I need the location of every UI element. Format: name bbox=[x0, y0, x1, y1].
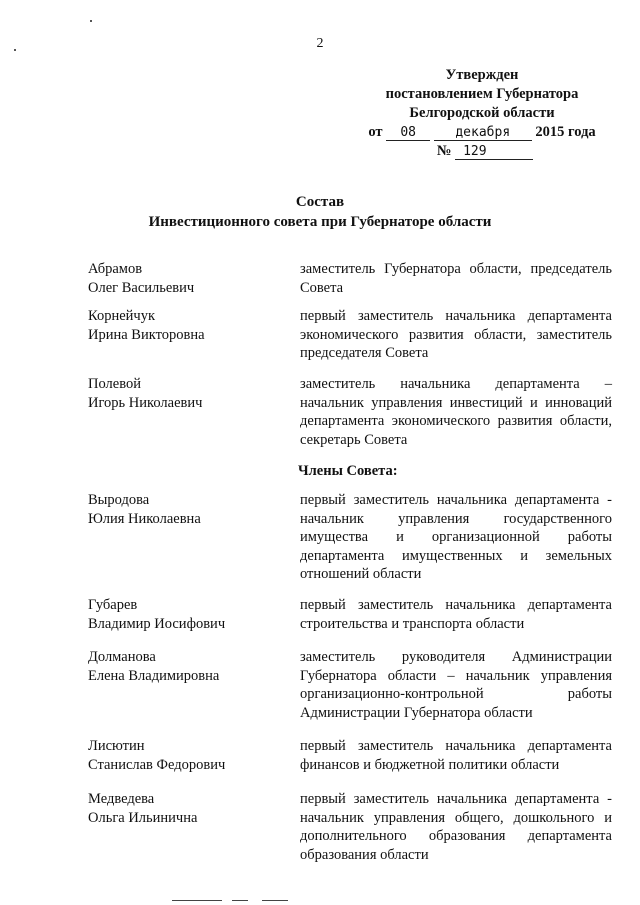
member-surname: Абрамов bbox=[88, 261, 143, 277]
title-line-1: Состав bbox=[295, 194, 345, 210]
member-role: заместитель руководителя Администрации Губернатора области – начальник управления организационно-контрольной работы Администрации Губернатора области bbox=[300, 649, 612, 721]
approval-date-line bbox=[352, 123, 612, 142]
date-prefix: от bbox=[368, 124, 383, 140]
member-role: первый заместитель начальника департамента экономического развития области, заместитель председателя Совета bbox=[300, 308, 612, 361]
member-surname: Лисютин bbox=[88, 738, 145, 754]
member-role: первый заместитель начальника департамента финансов и бюджетной политики области bbox=[300, 738, 612, 773]
title-line-2: Инвестиционного совета при Губернаторе области bbox=[148, 214, 492, 230]
member-given-name: Елена Владимировна bbox=[88, 667, 220, 684]
member-given-name: Олег Васильевич bbox=[88, 279, 195, 296]
member-given-name: Юлия Николаевна bbox=[88, 510, 201, 527]
member-surname: Выродова bbox=[88, 492, 150, 508]
members-heading: Члены Совета: bbox=[298, 463, 398, 479]
member-name bbox=[88, 307, 300, 363]
member-entry bbox=[88, 375, 612, 449]
approval-number-line bbox=[352, 142, 612, 161]
member-role: заместитель Губернатора области, председатель Совета bbox=[300, 261, 612, 296]
member-given-name: Ольга Ильинична bbox=[88, 809, 198, 826]
approval-line-2: постановлением Губернатора bbox=[385, 86, 579, 102]
date-year: 2015 года bbox=[535, 124, 596, 140]
member-surname: Медведева bbox=[88, 791, 155, 807]
member-entry bbox=[88, 596, 612, 633]
cut-off-line-fragment bbox=[172, 900, 222, 901]
number-prefix: № bbox=[436, 143, 452, 159]
member-surname: Корнейчук bbox=[88, 308, 155, 324]
cut-off-line-fragment bbox=[262, 900, 288, 901]
member-surname: Полевой bbox=[88, 376, 141, 392]
member-role: первый заместитель начальника департамента - начальник управления общего, дошкольного и дополнительного образования департамента образования области bbox=[300, 791, 612, 863]
member-name bbox=[88, 648, 300, 722]
member-entry bbox=[88, 491, 612, 584]
member-given-name: Игорь Николаевич bbox=[88, 394, 203, 411]
member-name bbox=[88, 260, 300, 297]
member-given-name: Ирина Викторовна bbox=[88, 326, 205, 343]
member-given-name: Станислав Федорович bbox=[88, 756, 226, 773]
member-role: заместитель начальника департамента – начальник управления инвестиций и инноваций департамента экономического развития области, секретарь Совета bbox=[300, 376, 612, 448]
member-role: первый заместитель начальника департамента - начальник управления государственного имущества и организационной работы департамента имущественных и земельных отношений области bbox=[300, 492, 612, 582]
date-month: декабря bbox=[434, 126, 532, 141]
approval-block bbox=[352, 66, 612, 161]
member-entry bbox=[88, 790, 612, 864]
number-value: 129 bbox=[455, 145, 533, 160]
member-given-name: Владимир Иосифович bbox=[88, 615, 226, 632]
member-name bbox=[88, 737, 300, 774]
approval-line-3: Белгородской области bbox=[409, 105, 555, 121]
member-surname: Губарев bbox=[88, 597, 138, 613]
document-title bbox=[0, 192, 640, 232]
cut-off-line-fragment bbox=[232, 900, 248, 901]
page-number: 2 bbox=[316, 36, 324, 51]
date-day: 08 bbox=[386, 126, 430, 141]
member-entry bbox=[88, 648, 612, 722]
member-entry bbox=[88, 737, 612, 774]
member-name bbox=[88, 596, 300, 633]
member-surname: Долманова bbox=[88, 649, 156, 665]
member-entry bbox=[88, 260, 612, 297]
member-name bbox=[88, 491, 300, 584]
scan-speck bbox=[90, 20, 92, 22]
member-entry bbox=[88, 307, 612, 363]
member-name bbox=[88, 375, 300, 449]
member-name bbox=[88, 790, 300, 864]
approval-line-1: Утвержден bbox=[445, 67, 519, 83]
member-role: первый заместитель начальника департамента строительства и транспорта области bbox=[300, 597, 612, 632]
